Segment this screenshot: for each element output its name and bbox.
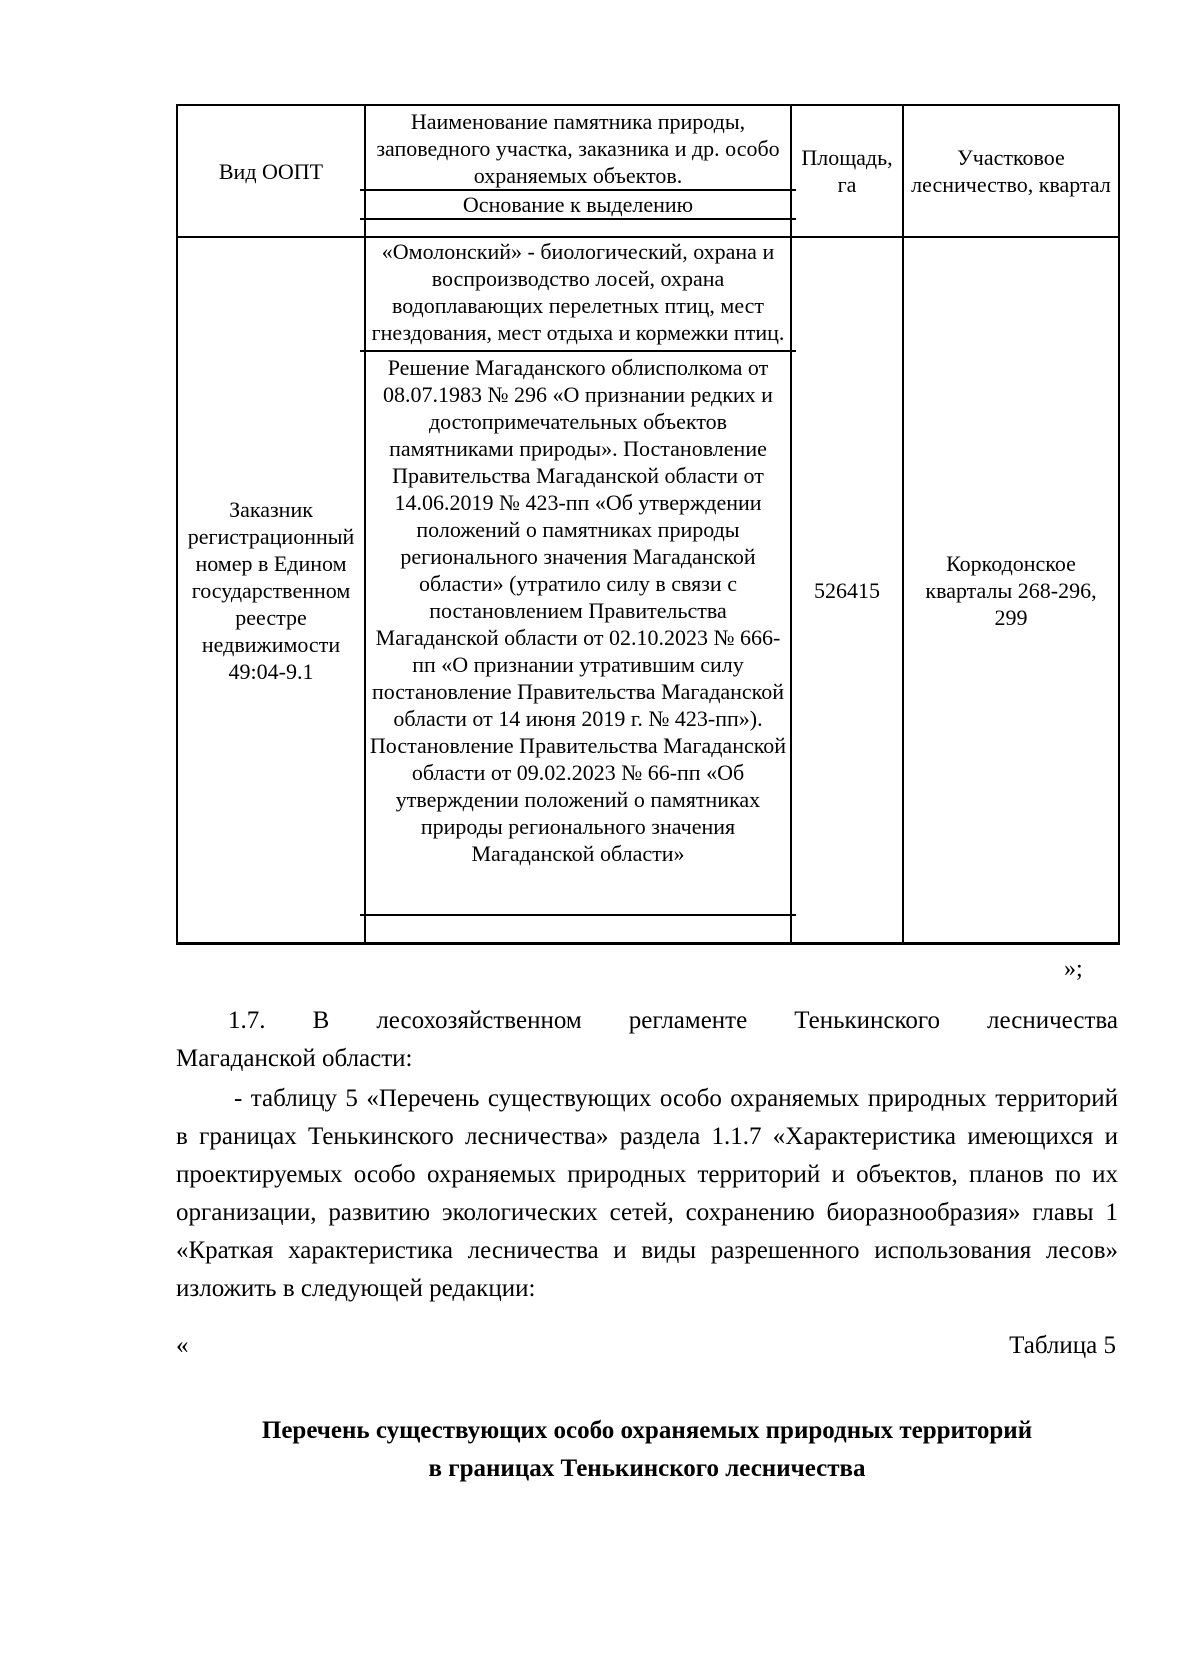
cell-area: 526415: [791, 237, 903, 944]
cell-forestry: Коркодонское кварталы 268-296, 299: [903, 237, 1119, 944]
table-header-row: [177, 105, 1119, 237]
opening-quote: «: [176, 1332, 189, 1359]
table-closing-quote: »;: [1064, 956, 1083, 982]
paragraph-1-7: [176, 1002, 1118, 1078]
header-blank-line: [360, 218, 796, 234]
paragraph-1-7-line1: 1.7. В лесохозяйственном регламенте Тенькинского лесничества: [228, 1007, 1118, 1034]
header-area: Площадь, га: [791, 105, 903, 237]
cell-oopt-type: Заказник регистрационный номер в Едином государственном реестре недвижимости 49:04-9.1: [177, 237, 365, 944]
paragraph-table5-text: - таблицу 5 «Перечень существующих особо охраняемых природных территорий в границах Тенькинского лесничества» раздела 1.1.7 «Характеристика имеющихся и проектируемых особо охраняемых природных территорий и объектов, планов по их организации, развитию экологических сетей, сохранению биоразнообразия» главы 1 «Краткая характеристика лесничества и виды разрешенного использования лесов» изложить в следующей редакции:: [176, 1085, 1118, 1302]
cell-object-basis: Решение Магаданского облисполкома от 08.07.1983 № 296 «О признании редких и достопримечательных объектов памятниками природы». Постановление Правительства Магаданской области от 14.06.2019 № 423-пп «Об утверждении положений о памятниках природы регионального значения Магаданской области» (утратило силу в связи с постановлением Правительства Магаданской области от 02.10.2023 № 666-пп «О признании утратившим силу постановление Правительства Магаданской области от 14 июня 2019 г. № 423-пп»). Постановление Правительства Магаданской области от 09.02.2023 № 66-пп «Об утверждении положений о памятниках природы регионального значения Магаданской области»: [360, 352, 796, 916]
table-5-title-line1: Перечень существующих особо охраняемых природных территорий: [261, 1417, 1033, 1444]
table-5-label: Таблица 5: [1009, 1332, 1116, 1359]
table-5-title-line2: в границах Тенькинского лесничества: [428, 1455, 866, 1482]
header-forestry: Участковое лесничество, квартал: [903, 105, 1119, 237]
header-name-cell: [365, 105, 791, 237]
table-row: [177, 237, 1119, 944]
cell-object-description: «Омолонский» - биологический, охрана и воспроизводство лосей, охрана водоплавающих перелетных птиц, мест гнездования, мест отдыха и кормежки птиц.: [360, 236, 796, 352]
header-oopt-type: Вид ООПТ: [177, 105, 365, 237]
paragraph-table5-instruction: [176, 1080, 1118, 1308]
cell-object-tail: [360, 916, 796, 936]
oopt-table: [176, 104, 1120, 945]
header-basis: Основание к выделению: [360, 189, 796, 218]
table-5-title: [176, 1412, 1118, 1488]
paragraph-1-7-line2: Магаданской области:: [176, 1045, 413, 1072]
cell-object: [365, 237, 791, 944]
header-object-name: Наименование памятника природы, заповедного участка, заказника и др. особо охраняемых объектов.: [376, 109, 780, 188]
